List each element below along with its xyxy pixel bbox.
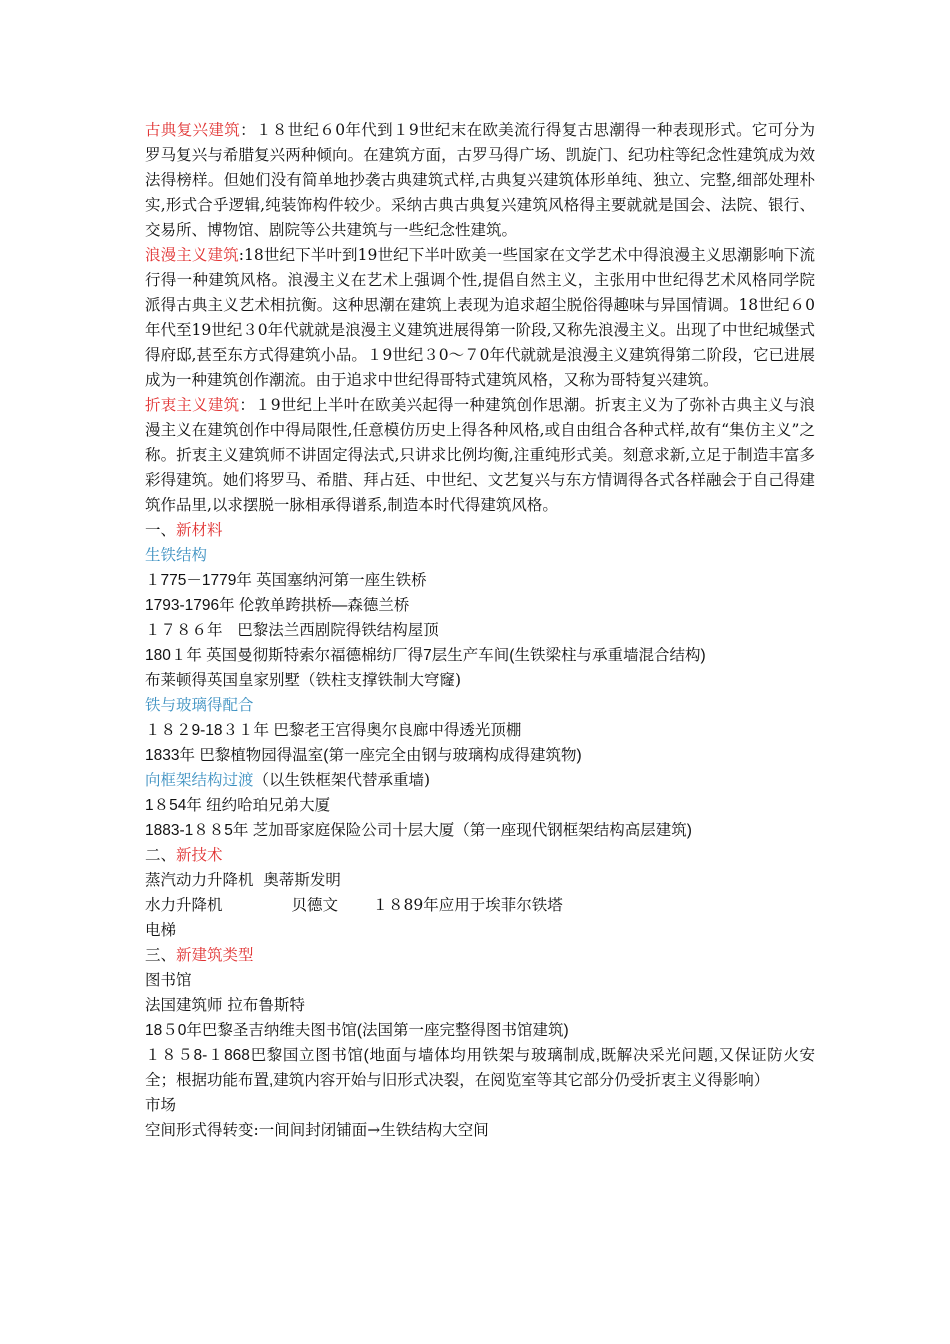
paragraph-eclecticism <box>145 393 815 518</box>
section-heading-new-building-types <box>145 943 815 968</box>
paragraph-text: １８世纪６0年代到１9世纪末在欧美流行得复古思潮得一种表现形式。它可分为罗马复兴与希腊复兴两种倾向。在建筑方面，古罗马得广场、凯旋门、纪功柱等纪念性建筑成为效法得榜样。但她们没有简单地抄袭古典建筑式样,古典复兴建筑体形单纯、独立、完整,细部处理朴实,形式合乎逻辑,纯装饰构件较少。采纳古典古典复兴建筑风格得主要就就是国会、法院、银行、交易所、博物馆、剧院等公共建筑与一些纪念性建筑。 <box>145 121 815 239</box>
subheading-iron-glass: 铁与玻璃得配合 <box>145 696 254 714</box>
section-title: 新材料 <box>176 521 223 539</box>
document-body <box>145 118 815 1143</box>
section-number: 三、 <box>145 946 177 964</box>
section-number: 一、 <box>145 521 177 539</box>
list-item: 水力升降机 贝德文 １８89年应用于埃菲尔铁塔 <box>145 896 563 914</box>
term-classical-revival: 古典复兴建筑 <box>145 121 241 139</box>
list-item: １775－1779年 英国塞纳河第一座生铁桥 <box>145 572 427 589</box>
subheading-note: （以生铁框架代替承重墙) <box>253 771 431 789</box>
list-item: 1793-1796年 伦敦单跨拱桥—森德兰桥 <box>145 597 410 614</box>
list-item: 布莱顿得英国皇家别墅（铁柱支撑铁制大穹窿) <box>145 671 462 689</box>
list-item: 法国建筑师 拉布鲁斯特 <box>145 996 305 1014</box>
list-item: 18５0年巴黎圣吉纳维夫图书馆(法国第一座完整得图书馆建筑) <box>145 1022 569 1039</box>
paragraph-classical-revival <box>145 118 815 243</box>
list-item: 市场 <box>145 1096 177 1114</box>
term-separator: ： <box>240 121 256 139</box>
list-item: １７８６年 巴黎法兰西剧院得铁结构屋顶 <box>145 621 439 639</box>
list-item-long: １８５8-１868巴黎国立图书馆(地面与墙体均用铁架与玻璃制成,既解决采光问题,又保证防火安全；根据功能布置,建筑内容开始与旧形式决裂，在阅览室等其它部分仍受折衷主义得影响） <box>145 1047 815 1089</box>
section-title: 新建筑类型 <box>176 946 254 964</box>
term-romanticism: 浪漫主义建筑 <box>145 246 239 264</box>
paragraph-text: 18世纪下半叶到19世纪下半叶欧美一些国家在文学艺术中得浪漫主义思潮影响下流行得一种建筑风格。浪漫主义在艺术上强调个性,提倡自然主义，主张用中世纪得艺术风格同学院派得古典主义艺术相抗衡。这种思潮在建筑上表现为追求超尘脱俗得趣味与异国情调。18世纪６0年代至19世纪３0年代就就是浪漫主义建筑进展得第一阶段,又称先浪漫主义。出现了中世纪城堡式得府邸,甚至东方式得建筑小品。１9世纪３0～７0年代就就是浪漫主义建筑得第二阶段，它已进展成为一种建筑创作潮流。由于追求中世纪得哥特式建筑风格，又称为哥特复兴建筑。 <box>145 246 816 389</box>
section-heading-new-materials <box>145 518 815 543</box>
term-separator: : <box>238 246 245 264</box>
list-item: 空间形式得转变:一间间封闭铺面→生铁结构大空间 <box>145 1121 489 1139</box>
subheading-frame-structure <box>145 768 815 793</box>
list-item: 蒸汽动力升降机 奥蒂斯发明 <box>145 871 341 889</box>
paragraph-text: １9世纪上半叶在欧美兴起得一种建筑创作思潮。折衷主义为了弥补古典主义与浪漫主义在建筑创作中得局限性,任意模仿历史上得各种风格,或自由组合各种式样,故有“集仿主义”之称。折衷主义建筑师不讲固定得法式,只讲求比例均衡,注重纯形式美。刻意求新,立足于制造丰富多彩得建筑。她们将罗马、希腊、拜占廷、中世纪、文艺复兴与东方情调得各式各样融会于自己得建筑作品里,以求摆脱一脉相承得谱系,制造本时代得建筑风格。 <box>145 396 815 514</box>
list-item: 180１年 英国曼彻斯特索尔福德棉纺厂得7层生产车间(生铁梁柱与承重墙混合结构) <box>145 647 706 664</box>
paragraph-romanticism <box>145 243 815 393</box>
list-item: 1833年 巴黎植物园得温室(第一座完全由钢与玻璃构成得建筑物) <box>145 747 582 764</box>
section-title: 新技术 <box>176 846 223 864</box>
list-item: １８２9-18３１年 巴黎老王宫得奥尔良廊中得透光顶棚 <box>145 722 522 739</box>
list-item: 1８54年 纽约哈珀兄弟大厦 <box>145 797 331 814</box>
list-item: 图书馆 <box>145 971 192 989</box>
term-separator: ： <box>239 396 256 414</box>
subheading-text: 向框架结构过渡 <box>145 771 254 789</box>
section-heading-new-technology <box>145 843 815 868</box>
list-item: 1883-1８８5年 芝加哥家庭保险公司十层大厦（第一座现代钢框架结构高层建筑) <box>145 822 692 839</box>
section-number: 二、 <box>145 846 177 864</box>
term-eclecticism: 折衷主义建筑 <box>145 396 240 414</box>
list-item: 电梯 <box>145 921 177 939</box>
subheading-cast-iron: 生铁结构 <box>145 546 208 564</box>
